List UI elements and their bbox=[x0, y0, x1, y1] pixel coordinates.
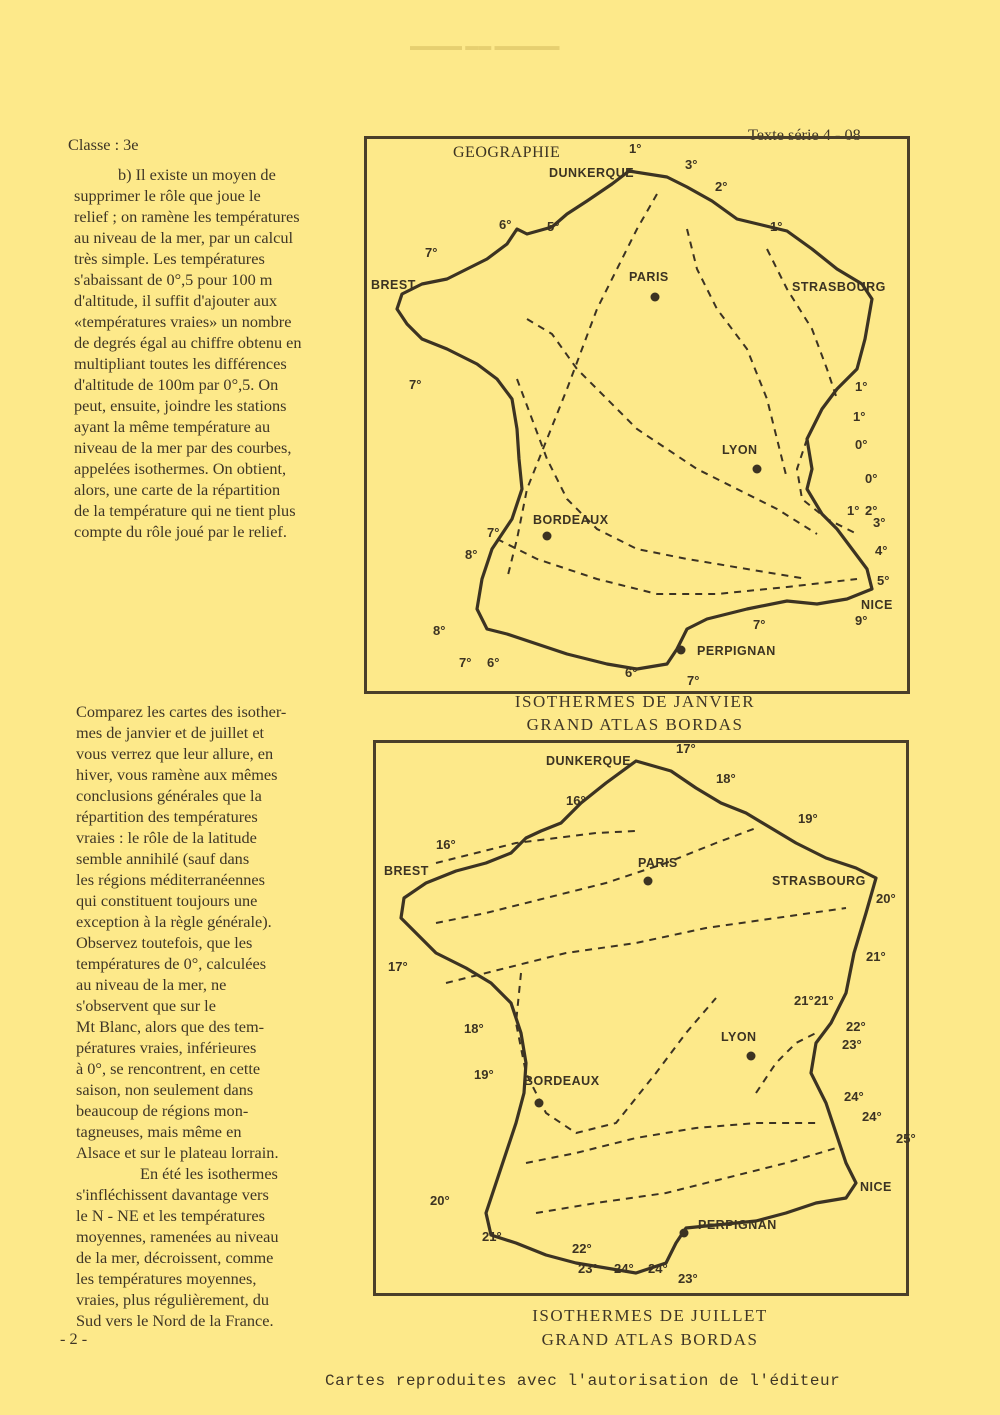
temperature-label: 6° bbox=[487, 655, 500, 670]
isotherm-jul-7 bbox=[756, 1033, 816, 1093]
text-line: hiver, vous ramène aux mêmes bbox=[76, 765, 278, 784]
series-label: Texte série 4 - 08 bbox=[748, 125, 861, 144]
city-brest-jul: BREST bbox=[384, 864, 429, 878]
temperature-label: 9° bbox=[855, 613, 868, 628]
text-line: vraies : le rôle de la latitude bbox=[76, 828, 257, 847]
map-july bbox=[376, 741, 916, 1293]
text-line: niveau de la mer par des courbes, bbox=[74, 438, 292, 457]
isotherm-jul-3 bbox=[446, 908, 846, 983]
temperature-label: 7° bbox=[459, 655, 472, 670]
city-brest: BREST bbox=[371, 278, 416, 292]
text-line: semble annihilé (sauf dans bbox=[76, 849, 250, 868]
temperature-label: 3° bbox=[873, 515, 886, 530]
city-strasbourg-jul: STRASBOURG bbox=[772, 874, 866, 888]
city-dot-lyon bbox=[753, 465, 762, 474]
city-dot-perpignan-jul bbox=[680, 1229, 689, 1238]
text-line: au niveau de la mer, ne bbox=[76, 975, 227, 994]
temperature-label: 16° bbox=[566, 793, 586, 808]
map-july-frame bbox=[373, 740, 916, 1296]
text-line: moyennes, ramenées au niveau bbox=[76, 1227, 279, 1246]
city-bordeaux: BORDEAUX bbox=[533, 513, 609, 527]
temperature-label: 24° bbox=[614, 1261, 634, 1276]
isotherm-jan-6 bbox=[497, 539, 857, 594]
text-line: appelées isothermes. On obtient, bbox=[74, 459, 287, 478]
class-label: Classe : 3e bbox=[68, 135, 139, 154]
temperature-label: 8° bbox=[465, 547, 478, 562]
text-line: «températures vraies» un nombre bbox=[74, 312, 292, 331]
jan-temperature-labels bbox=[409, 141, 889, 688]
map-july-caption-1: ISOTHERMES DE JUILLET bbox=[532, 1306, 768, 1325]
text-line: le N - NE et les températures bbox=[76, 1206, 265, 1225]
text-line: s'observent que sur le bbox=[76, 996, 216, 1015]
temperature-label: 16° bbox=[436, 837, 456, 852]
city-strasbourg: STRASBOURG bbox=[792, 280, 886, 294]
temperature-label: 17° bbox=[676, 741, 696, 756]
text-line: Comparez les cartes des isother- bbox=[76, 702, 287, 721]
text-line: tagneuses, mais même en bbox=[76, 1122, 242, 1141]
text-line: En été les isothermes bbox=[140, 1164, 278, 1183]
temperature-label: 21° bbox=[814, 993, 834, 1008]
text-line: Alsace et sur le plateau lorrain. bbox=[76, 1143, 279, 1162]
map-january-caption-1: ISOTHERMES DE JANVIER bbox=[514, 692, 756, 711]
text-line: Sud vers le Nord de la France. bbox=[76, 1311, 274, 1330]
city-dot-paris-jul bbox=[644, 877, 653, 886]
temperature-label: 18° bbox=[716, 771, 736, 786]
map-january-frame bbox=[364, 136, 910, 694]
text-line: d'altitude, il suffit d'ajouter aux bbox=[74, 291, 278, 310]
temperature-label: 23° bbox=[578, 1261, 598, 1276]
temperature-label: 21° bbox=[866, 949, 886, 964]
text-line: de la mer, décroissent, comme bbox=[76, 1248, 274, 1267]
text-line: beaucoup de régions mon- bbox=[76, 1101, 249, 1120]
temperature-label: 0° bbox=[865, 471, 878, 486]
city-lyon: LYON bbox=[722, 443, 758, 457]
text-line: à 0°, se rencontrent, en cette bbox=[76, 1059, 261, 1078]
paragraph-comparison bbox=[76, 701, 366, 1331]
text-line: compte du rôle joué par le relief. bbox=[74, 522, 287, 541]
temperature-label: 1° bbox=[770, 219, 783, 234]
temperature-label: 22° bbox=[846, 1019, 866, 1034]
temperature-label: 19° bbox=[798, 811, 818, 826]
temperature-label: 0° bbox=[855, 437, 868, 452]
france-outline-jan bbox=[397, 171, 872, 669]
city-dunkerque: DUNKERQUE bbox=[549, 166, 635, 180]
text-line: de degrés égal au chiffre obtenu en bbox=[74, 333, 302, 352]
map-july-caption-2: GRAND ATLAS BORDAS bbox=[541, 1330, 759, 1349]
temperature-label: 17° bbox=[388, 959, 408, 974]
city-paris-jul: PARIS bbox=[638, 856, 678, 870]
text-line: multipliant toutes les différences bbox=[74, 354, 287, 373]
temperature-label: 3° bbox=[685, 157, 698, 172]
isotherm-jan-4 bbox=[687, 229, 787, 479]
france-outline-jul bbox=[401, 761, 876, 1273]
isotherm-jan-3 bbox=[517, 379, 807, 579]
text-line: les températures moyennes, bbox=[76, 1269, 257, 1288]
temperature-label: 24° bbox=[648, 1261, 668, 1276]
temperature-label: 23° bbox=[842, 1037, 862, 1052]
isotherm-jan-5 bbox=[767, 249, 837, 399]
city-dot-bordeaux bbox=[543, 532, 552, 541]
temperature-label: 7° bbox=[753, 617, 766, 632]
map-january bbox=[367, 139, 907, 691]
credit-line: Cartes reproduites avec l'autorisation de l'éditeur bbox=[325, 1372, 841, 1390]
text-line: vraies, plus régulièrement, du bbox=[76, 1290, 270, 1309]
temperature-label: 24° bbox=[862, 1109, 882, 1124]
text-line: Observez toutefois, que les bbox=[76, 933, 253, 952]
temperature-label: 20° bbox=[430, 1193, 450, 1208]
text-line: relief ; on ramène les températures bbox=[74, 207, 300, 226]
temperature-label: 6° bbox=[625, 665, 638, 680]
temperature-label: 19° bbox=[474, 1067, 494, 1082]
city-paris: PARIS bbox=[629, 270, 669, 284]
text-line: supprimer le rôle que joue le bbox=[74, 186, 261, 205]
temperature-label: 18° bbox=[464, 1021, 484, 1036]
temperature-label: 4° bbox=[875, 543, 888, 558]
temperature-label: 21° bbox=[794, 993, 814, 1008]
isotherm-jul-6 bbox=[536, 1148, 836, 1213]
text-line: mes de janvier et de juillet et bbox=[76, 723, 265, 742]
text-line: les régions méditerranéennes bbox=[76, 870, 265, 889]
text-line: b) Il existe un moyen de bbox=[118, 165, 276, 184]
isotherm-jul-1 bbox=[436, 831, 636, 863]
temperature-label: 7° bbox=[487, 525, 500, 540]
text-line: au niveau de la mer, par un calcul bbox=[74, 228, 294, 247]
text-line: répartition des températures bbox=[76, 807, 258, 826]
city-dunkerque-jul: DUNKERQUE bbox=[546, 754, 632, 768]
text-line: peut, ensuite, joindre les stations bbox=[74, 396, 287, 415]
temperature-label: 1° bbox=[847, 503, 860, 518]
temperature-label: 7° bbox=[409, 377, 422, 392]
temperature-label: 21° bbox=[482, 1229, 502, 1244]
temperature-label: 8° bbox=[433, 623, 446, 638]
temperature-label: 24° bbox=[844, 1089, 864, 1104]
isotherm-jul-2 bbox=[436, 828, 756, 923]
city-nice-jul: NICE bbox=[860, 1180, 892, 1194]
temperature-label: 1° bbox=[855, 379, 868, 394]
map-subject-label: GEOGRAPHIE bbox=[453, 144, 561, 161]
text-line: Mt Blanc, alors que des tem- bbox=[76, 1017, 265, 1036]
city-dot-perpignan bbox=[677, 646, 686, 655]
temperature-label: 23° bbox=[678, 1271, 698, 1286]
temperature-label: 5° bbox=[877, 573, 890, 588]
city-nice: NICE bbox=[861, 598, 893, 612]
temperature-label: 7° bbox=[687, 673, 700, 688]
page-number: - 2 - bbox=[60, 1329, 88, 1348]
show-through-text: ▬▬▬▬ ▬▬ ▬▬▬▬▬ bbox=[410, 38, 560, 53]
city-dot-lyon-jul bbox=[747, 1052, 756, 1061]
text-line: qui constituent toujours une bbox=[76, 891, 258, 910]
text-line: s'infléchissent davantage vers bbox=[76, 1185, 269, 1204]
temperature-label: 7° bbox=[425, 245, 438, 260]
paragraph-relief bbox=[74, 164, 364, 542]
temperature-label: 22° bbox=[572, 1241, 592, 1256]
text-line: de la température qui ne tient plus bbox=[74, 501, 296, 520]
text-line: d'altitude de 100m par 0°,5. On bbox=[74, 375, 279, 394]
temperature-label: 1° bbox=[853, 409, 866, 424]
city-dot-bordeaux-jul bbox=[535, 1099, 544, 1108]
text-line: exception à la règle générale). bbox=[76, 912, 272, 931]
city-bordeaux-jul: BORDEAUX bbox=[524, 1074, 600, 1088]
city-lyon-jul: LYON bbox=[721, 1030, 757, 1044]
text-line: vous verrez que leur allure, en bbox=[76, 744, 274, 763]
text-line: températures de 0°, calculées bbox=[76, 954, 267, 973]
text-line: alors, une carte de la répartition bbox=[74, 480, 281, 499]
isotherm-jul-4 bbox=[516, 973, 716, 1133]
text-line: pératures vraies, inférieures bbox=[76, 1038, 257, 1057]
temperature-label: 25° bbox=[896, 1131, 916, 1146]
text-line: ayant la même température au bbox=[74, 417, 271, 436]
temperature-label: 6° bbox=[499, 217, 512, 232]
map-january-caption-2: GRAND ATLAS BORDAS bbox=[526, 715, 744, 734]
temperature-label: 1° bbox=[629, 141, 642, 156]
city-perpignan: PERPIGNAN bbox=[697, 644, 776, 658]
text-line: très simple. Les températures bbox=[74, 249, 265, 268]
city-perpignan-jul: PERPIGNAN bbox=[698, 1218, 777, 1232]
text-line: saison, non seulement dans bbox=[76, 1080, 254, 1099]
city-dot-paris bbox=[651, 293, 660, 302]
temperature-label: 2° bbox=[865, 503, 878, 518]
temperature-label: 2° bbox=[715, 179, 728, 194]
temperature-label: 5° bbox=[547, 219, 560, 234]
text-line: s'abaissant de 0°,5 pour 100 m bbox=[74, 270, 273, 289]
temperature-label: 20° bbox=[876, 891, 896, 906]
text-line: conclusions générales que la bbox=[76, 786, 262, 805]
